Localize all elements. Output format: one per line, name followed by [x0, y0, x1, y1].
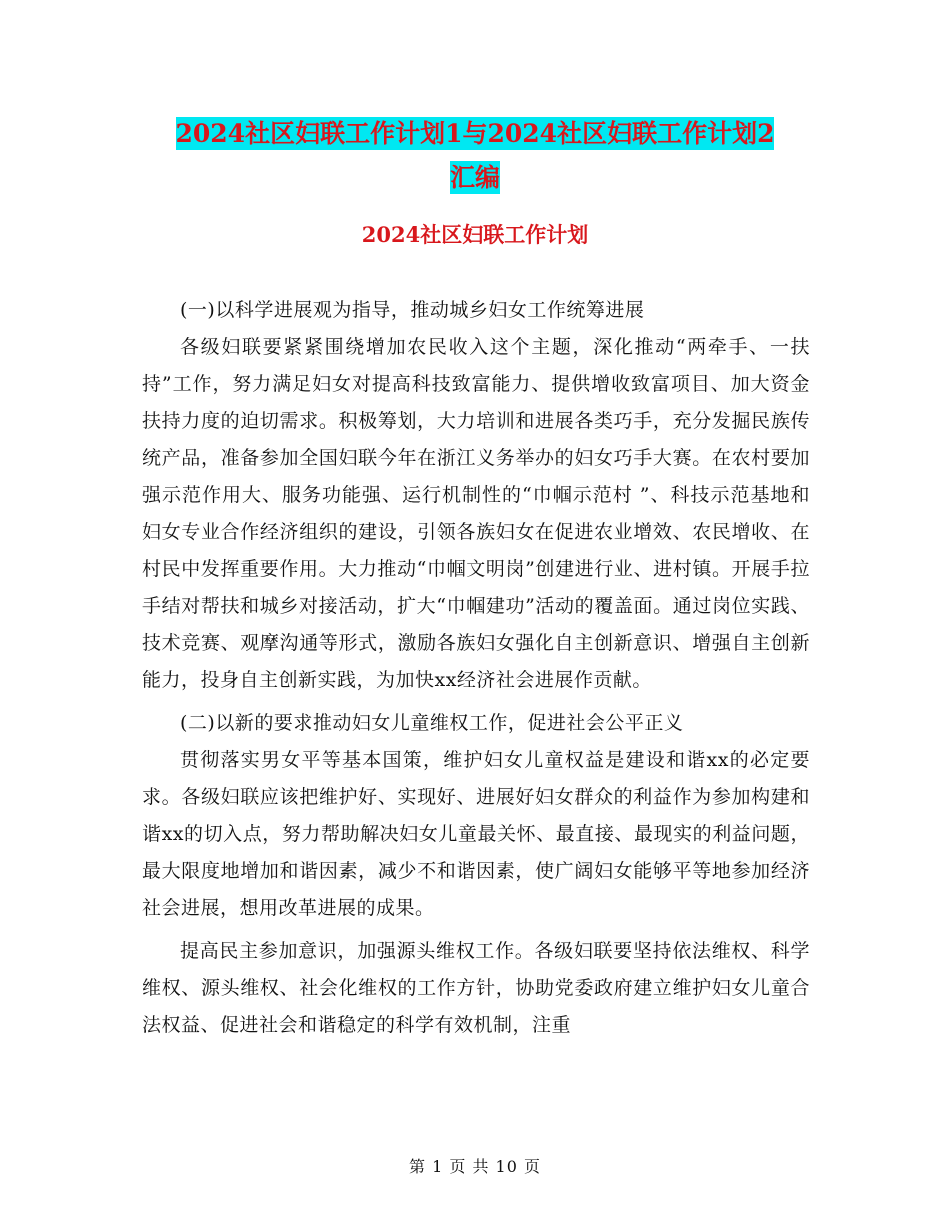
page-number-footer: 第 1 页 共 10 页	[409, 1157, 541, 1176]
body-paragraph-2: 贯彻落实男女平等基本国策，维护妇女儿童权益是建设和谐xx的必定要求。各级妇联应该把维护好、实现好、进展好妇女群众的利益作为参加构建和谐xx的切入点，努力帮助解决妇女儿童最关怀、最直接、最现实的利益问题，最大限度地增加和谐因素，减少不和谐因素，使广阔妇女能够平等地参加经济社会进展，想用改革进展的成果。	[142, 749, 810, 919]
document-title-line-2: 汇编	[449, 163, 500, 192]
document-body	[142, 292, 810, 1044]
body-paragraph-3: 提高民主参加意识，加强源头维权工作。各级妇联要坚持依法维权、科学维权、源头维权、社会化维权的工作方针，协助党委政府建立维护妇女儿童合法权益、促进社会和谐稳定的科学有效机制，注重	[142, 940, 810, 1036]
heading-paragraph-2: (二)以新的要求推动妇女儿童维权工作，促进社会公平正义	[180, 712, 684, 734]
heading-paragraph-1: (一)以科学进展观为指导，推动城乡妇女工作统筹进展	[180, 299, 645, 321]
document-title	[0, 112, 950, 200]
body-paragraph-1: 各级妇联要紧紧围绕增加农民收入这个主题，深化推动“两牵手、一扶持”工作，努力满足妇女对提高科技致富能力、提供增收致富项目、加大资金扶持力度的迫切需求。积极筹划，大力培训和进展各类巧手，充分发掘民族传统产品，准备参加全国妇联今年在浙江义务举办的妇女巧手大赛。在农村要加强示范作用大、服务功能强、运行机制性的“巾帼示范村 ”、科技示范基地和妇女专业合作经济组织的建设，引领各族妇女在促进农业增效、农民增收、在村民中发挥重要作用。大力推动“巾帼文明岗”创建进行业、进村镇。开展手拉手结对帮扶和城乡对接活动，扩大“巾帼建功”活动的覆盖面。通过岗位实践、技术竞赛、观摩沟通等形式，激励各族妇女强化自主创新意识、增强自主创新能力，投身自主创新实践，为加快xx经济社会进展作贡献。	[142, 336, 810, 691]
document-title-line-1: 2024社区妇联工作计划1与2024社区妇联工作计划2	[175, 119, 775, 148]
section-title: 2024社区妇联工作计划	[361, 222, 589, 247]
